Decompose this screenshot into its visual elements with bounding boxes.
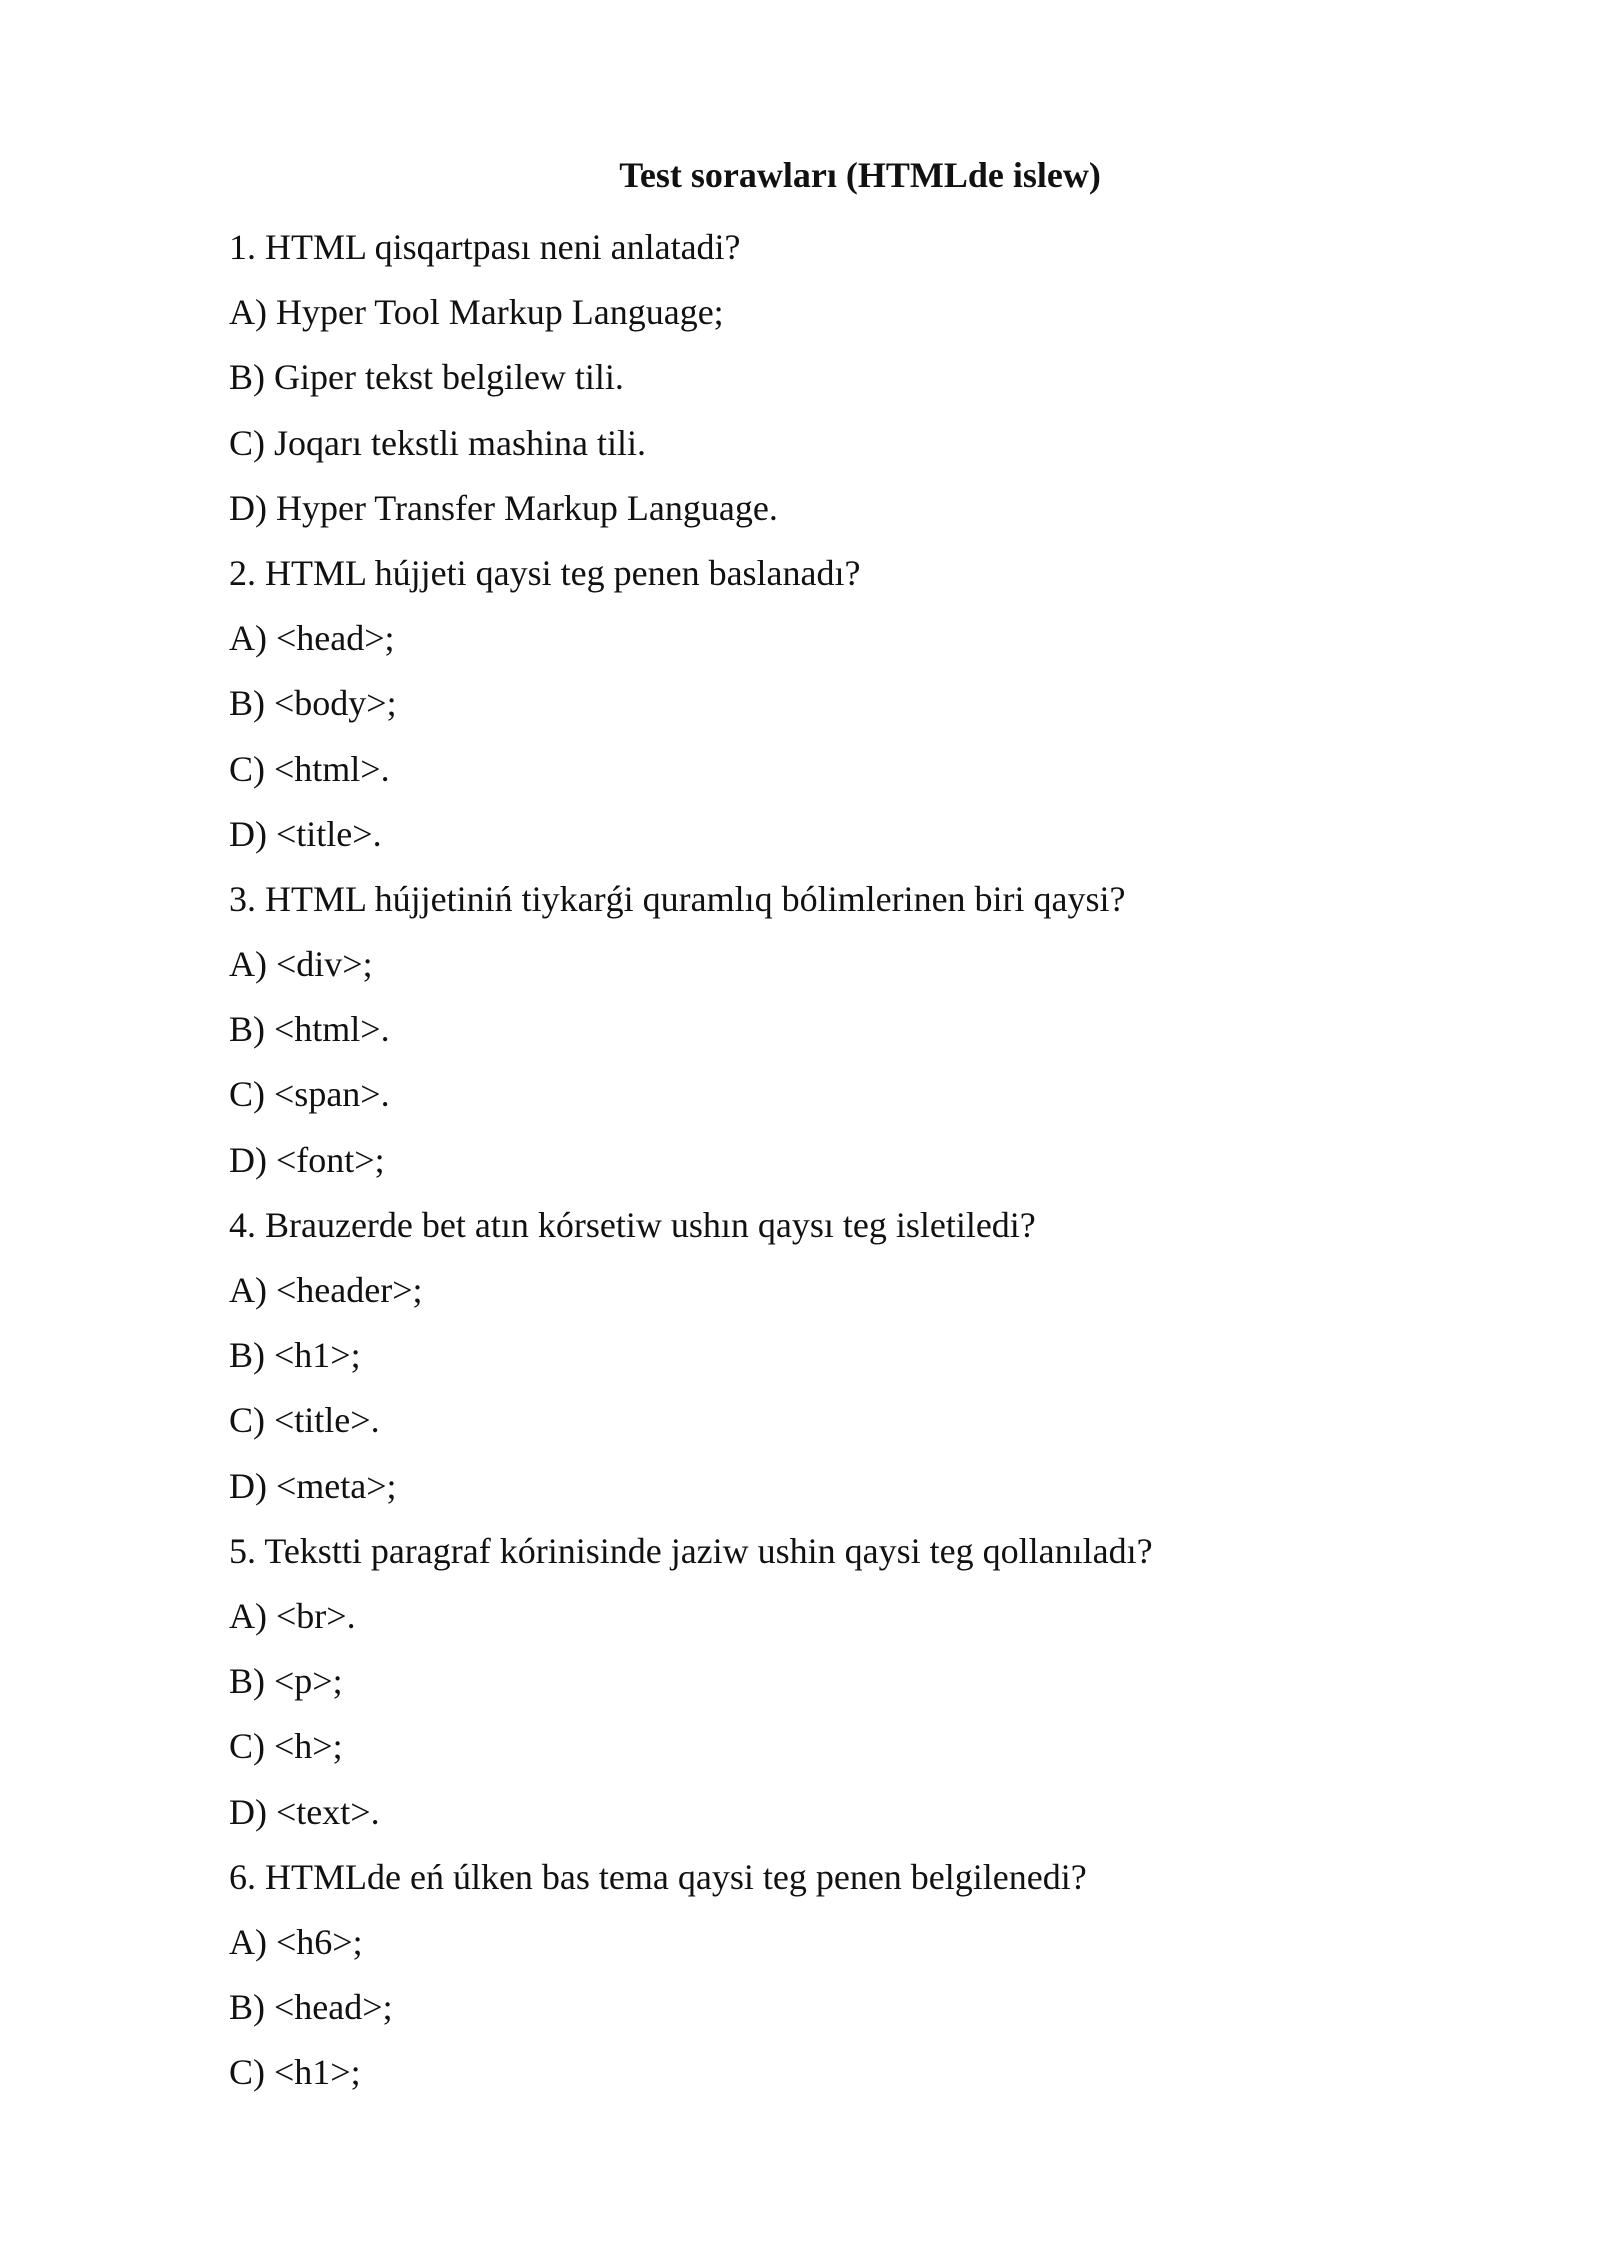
question-6-option-a: A) <h6>;: [229, 1921, 363, 1962]
question-5: 5. Tekstti paragraf kórinisinde jaziw ushin qaysi teg qollanıladı?: [229, 1530, 1153, 1571]
question-5-option-c: C) <h>;: [229, 1726, 343, 1767]
question-1: 1. HTML qisqartpası neni anlatadi?: [229, 227, 741, 267]
question-2-option-b: B) <body>;: [229, 683, 397, 724]
question-6-option-b: B) <head>;: [229, 1987, 393, 2028]
question-list: [229, 215, 1529, 2105]
question-3-option-c: C) <span>.: [229, 1074, 390, 1115]
question-4-option-a: A) <header>;: [229, 1270, 423, 1310]
question-3-option-a: A) <div>;: [229, 944, 373, 985]
question-1-option-a: A) Hyper Tool Markup Language;: [229, 292, 724, 333]
question-2: 2. HTML hújjeti qaysi teg penen baslanadı?: [229, 552, 861, 593]
document-title: Test sorawları (HTMLde islew): [619, 155, 1101, 195]
question-4-option-d: D) <meta>;: [229, 1465, 397, 1506]
question-1-option-d: D) Hyper Transfer Markup Language.: [229, 487, 778, 528]
question-2-option-c: C) <html>.: [229, 748, 390, 789]
question-5-option-b: B) <p>;: [229, 1661, 343, 1702]
question-6: 6. HTMLde eń úlken bas tema qaysi teg penen belgilenedi?: [229, 1856, 1087, 1897]
question-5-option-d: D) <text>.: [229, 1791, 380, 1832]
question-3-option-b: B) <html>.: [229, 1009, 390, 1050]
question-2-option-d: D) <title>.: [229, 813, 382, 854]
question-4-option-c: C) <title>.: [229, 1400, 380, 1441]
question-6-option-c: C) <h1>;: [229, 2052, 361, 2093]
question-1-option-b: B) Giper tekst belgilew tili.: [229, 357, 624, 398]
question-4: 4. Brauzerde bet atın kórsetiw ushın qaysı teg isletiledi?: [229, 1204, 1036, 1245]
question-2-option-a: A) <head>;: [229, 618, 395, 659]
question-3-option-d: D) <font>;: [229, 1139, 385, 1180]
question-1-option-c: C) Joqarı tekstli mashina tili.: [229, 422, 646, 463]
question-5-option-a: A) <br>.: [229, 1595, 356, 1636]
question-4-option-b: B) <h1>;: [229, 1335, 361, 1376]
question-3: 3. HTML hújjetiniń tiykarǵi quramlıq bólimlerinen biri qaysi?: [229, 878, 1126, 919]
